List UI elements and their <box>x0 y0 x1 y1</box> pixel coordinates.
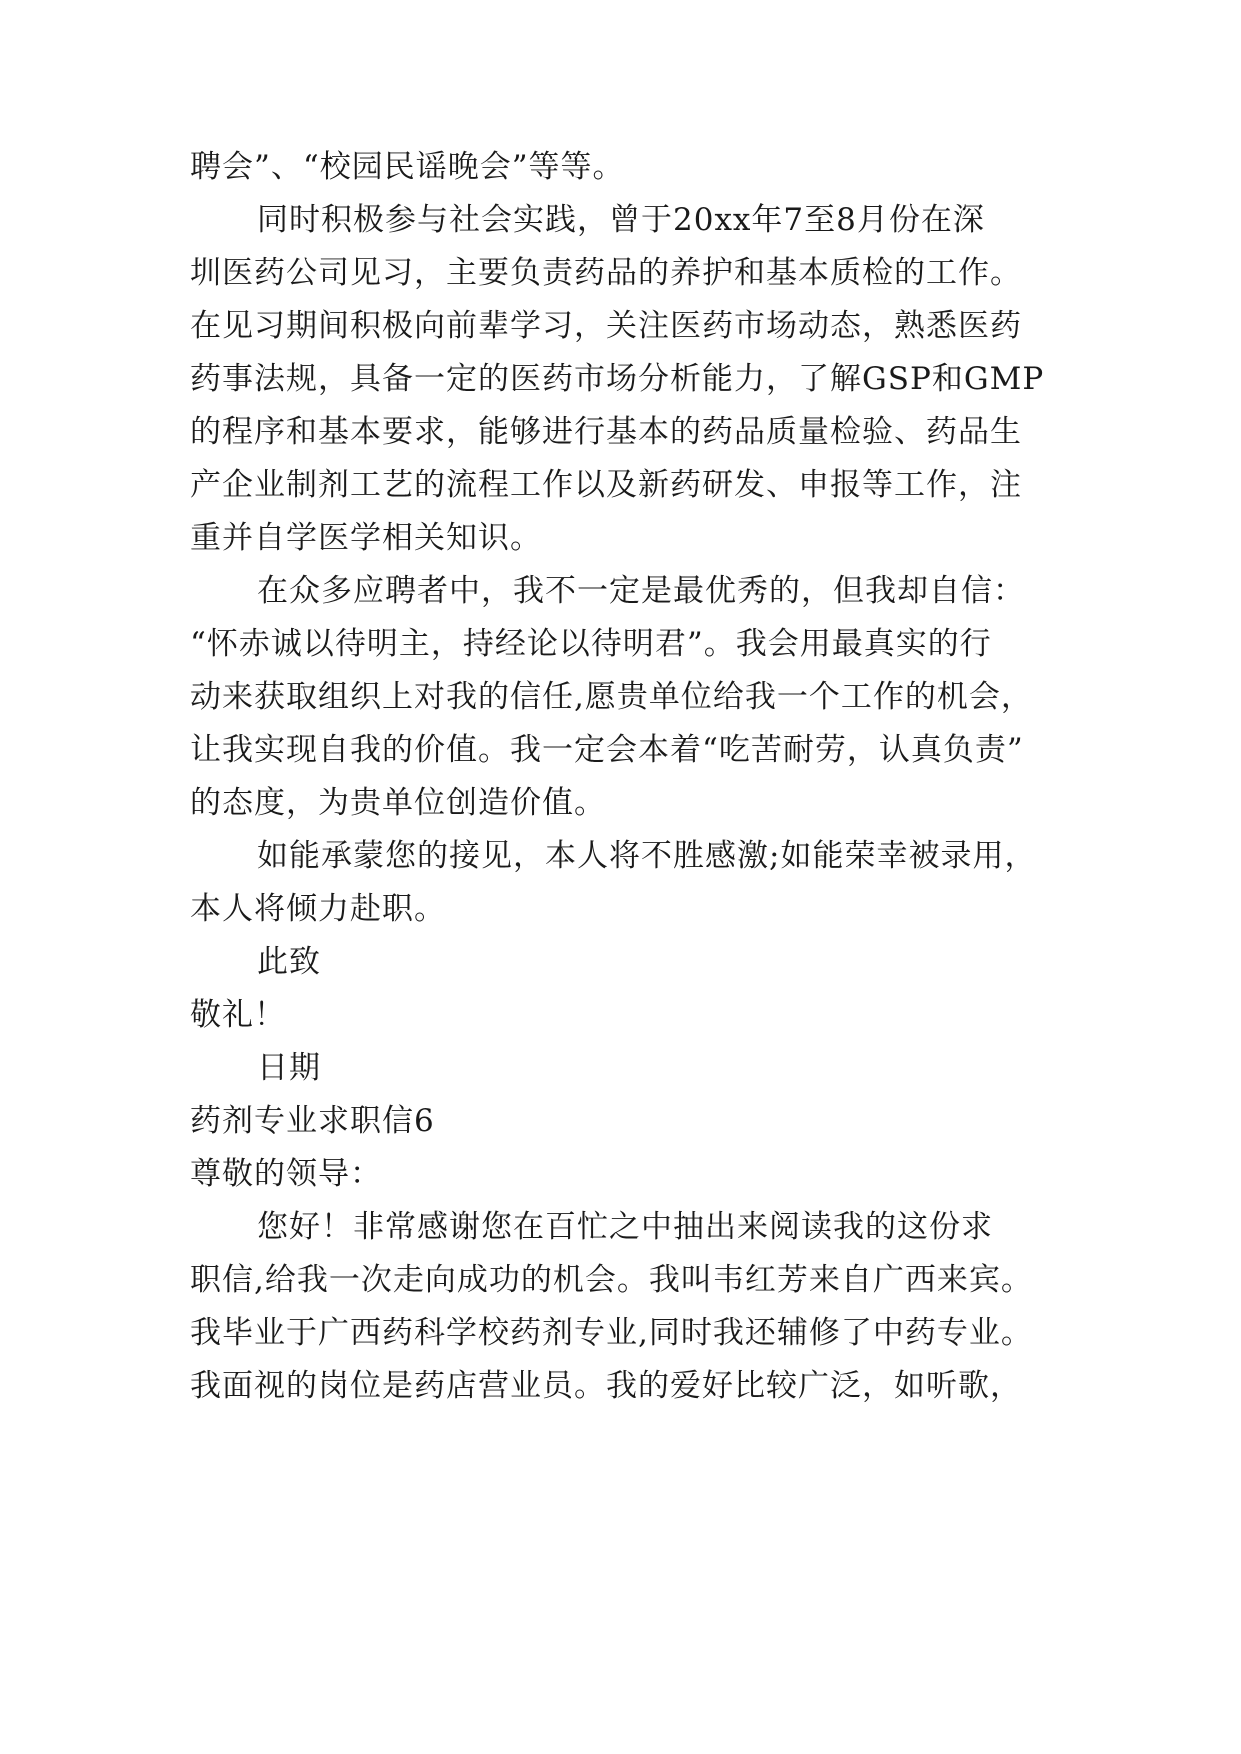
text-line: 的态度，为贵单位创造价值。 <box>190 785 606 821</box>
paragraph-start-line: 您好！非常感谢您在百忙之中抽出来阅读我的这份求 <box>257 1209 993 1245</box>
paragraph-start-line: 同时积极参与社会实践，曾于20xx年7至8月份在深 <box>257 202 985 238</box>
text-line: 让我实现自我的价值。我一定会本着“吃苦耐劳，认真负责” <box>190 732 1024 768</box>
text-line: 圳医药公司见习，主要负责药品的养护和基本质检的工作。 <box>190 255 1022 291</box>
text-line: 动来获取组织上对我的信任,愿贵单位给我一个工作的机会， <box>190 679 1033 715</box>
paragraph-start-line: 如能承蒙您的接见，本人将不胜感激;如能荣幸被录用， <box>257 838 1037 874</box>
text-line: “怀赤诚以待明主，持经论以待明君”。我会用最真实的行 <box>190 626 992 662</box>
closing-line: 此致 <box>257 944 321 980</box>
text-line: 在见习期间积极向前辈学习，关注医药市场动态，熟悉医药 <box>190 308 1022 344</box>
text-line: 我面视的岗位是药店营业员。我的爱好比较广泛，如听歌， <box>190 1368 1022 1404</box>
text-line: 的程序和基本要求，能够进行基本的药品质量检验、药品生 <box>190 414 1022 450</box>
text-line: 职信,给我一次走向成功的机会。我叫韦红芳来自广西来宾。 <box>190 1262 1033 1298</box>
text-line: 本人将倾力赴职。 <box>190 891 446 927</box>
text-line: 聘会”、“校园民谣晚会”等等。 <box>190 149 625 185</box>
salutation-line: 敬礼！ <box>190 997 286 1033</box>
text-line: 药事法规，具备一定的医药市场分析能力，了解GSP和GMP <box>190 361 1045 397</box>
text-line: 重并自学医学相关知识。 <box>190 520 542 556</box>
paragraph-start-line: 在众多应聘者中，我不一定是最优秀的，但我却自信： <box>257 573 1025 609</box>
greeting-line: 尊敬的领导： <box>190 1156 382 1192</box>
text-line: 我毕业于广西药科学校药剂专业,同时我还辅修了中药专业。 <box>190 1315 1033 1351</box>
text-line: 产企业制剂工艺的流程工作以及新药研发、申报等工作，注 <box>190 467 1022 503</box>
section-title: 药剂专业求职信6 <box>190 1103 435 1139</box>
date-line: 日期 <box>257 1050 321 1086</box>
